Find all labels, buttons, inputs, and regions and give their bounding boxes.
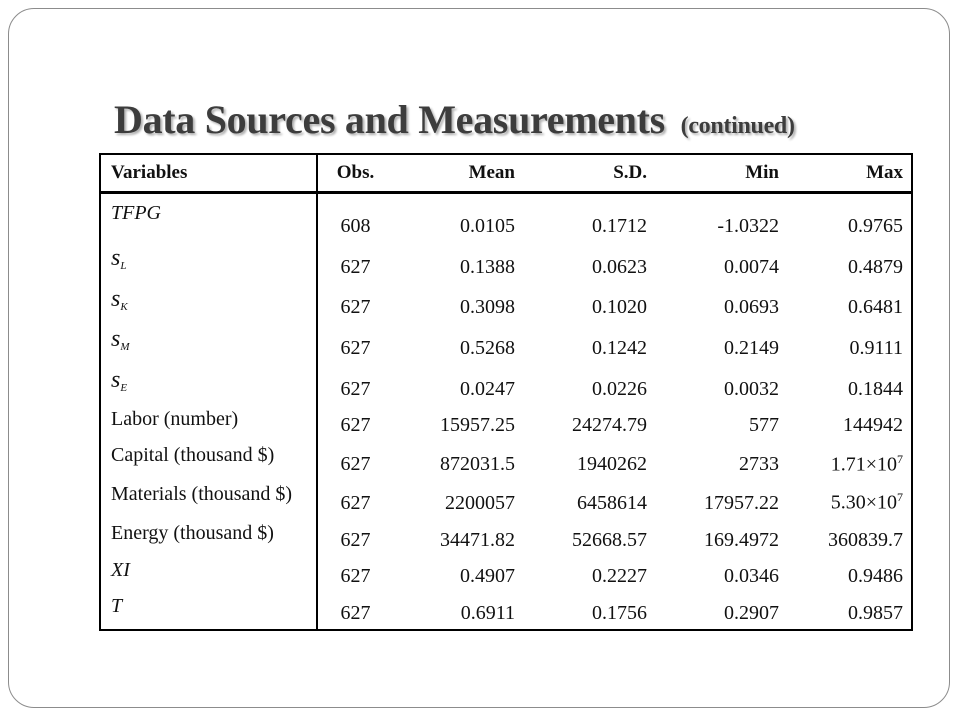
sd-value: 24274.79: [572, 414, 647, 437]
header-variables: Variables: [101, 155, 317, 193]
sd-value: 1940262: [577, 453, 647, 476]
variable-symbol: $s_K$: [111, 285, 128, 313]
header-min: Min: [657, 155, 789, 193]
obs-value: 627: [340, 492, 371, 515]
max-value: $1.71\times 10^7$: [830, 451, 903, 476]
table-row: [101, 405, 913, 442]
mean-value: 0.0105: [460, 215, 515, 237]
header-sd: S.D.: [525, 155, 657, 193]
header-max: Max: [789, 155, 913, 193]
obs-value: 627: [340, 255, 371, 278]
slide-title-main: Data Sources and Measurements: [114, 97, 665, 142]
obs-value: 627: [340, 565, 371, 588]
variable-name: TFPG: [101, 193, 317, 243]
min-value: 0.0032: [724, 377, 779, 400]
obs-value: 627: [340, 602, 371, 624]
sd-value: 0.1020: [592, 296, 647, 319]
mean-value: 0.1388: [460, 255, 515, 278]
table-row: [101, 480, 913, 519]
variable-name: [101, 364, 317, 405]
obs-value: 608: [340, 215, 371, 237]
mean-value: 0.3098: [460, 296, 515, 319]
header-obs: Obs.: [317, 155, 393, 193]
min-value: 577: [749, 414, 779, 437]
min-value: 0.2149: [724, 337, 779, 360]
mean-value: 0.6911: [460, 602, 515, 624]
mean-value: 872031.5: [440, 453, 515, 476]
variable-name: Labor (number): [101, 405, 317, 442]
slide-title: [114, 96, 795, 143]
mean-value: 2200057: [445, 492, 515, 515]
max-value: 0.9857: [848, 602, 903, 624]
mean-value: 15957.25: [440, 414, 515, 437]
min-value: 17957.22: [704, 492, 779, 515]
variable-name: [101, 283, 317, 324]
sd-value: 0.1756: [592, 602, 647, 624]
sd-value: 0.0226: [592, 377, 647, 400]
sd-value: 52668.57: [572, 528, 647, 551]
min-value: 0.0693: [724, 296, 779, 319]
variable-name: XI: [101, 556, 317, 593]
table-header-row: [101, 155, 913, 193]
variable-name: [101, 242, 317, 283]
slide-title-suffix: (continued): [680, 113, 795, 139]
statistics-table-grid: [101, 155, 913, 629]
obs-value: 627: [340, 453, 371, 476]
obs-value: 627: [340, 296, 371, 319]
obs-value: 627: [340, 528, 371, 551]
min-value: 169.4972: [704, 528, 779, 551]
mean-value: 0.4907: [460, 565, 515, 588]
table-row: [101, 193, 913, 243]
sd-value: 0.1712: [592, 215, 647, 237]
obs-value: 627: [340, 414, 371, 437]
max-value: 0.1844: [848, 377, 903, 400]
table-row: [101, 364, 913, 405]
mean-value: 0.0247: [460, 377, 515, 400]
sd-value: 0.1242: [592, 337, 647, 360]
max-value: 0.9765: [848, 215, 903, 237]
variable-symbol: $s_L$: [111, 245, 127, 272]
header-mean: Mean: [393, 155, 525, 193]
sd-value: 0.2227: [592, 565, 647, 588]
min-value: 0.0074: [724, 255, 779, 278]
sd-value: 0.0623: [592, 255, 647, 278]
obs-value: 627: [340, 377, 371, 400]
max-value: 0.9111: [849, 337, 903, 360]
max-value: 0.4879: [848, 255, 903, 278]
min-value: 0.2907: [724, 602, 779, 624]
mean-value: 0.5268: [460, 337, 515, 360]
max-value: $5.30\times 10^7$: [830, 490, 903, 515]
statistics-table: [99, 153, 913, 631]
max-value: 0.6481: [848, 296, 903, 319]
max-value: 0.9486: [848, 565, 903, 588]
table-row: [101, 519, 913, 556]
max-value: 360839.7: [828, 528, 903, 551]
table-row: [101, 556, 913, 593]
min-value: 2733: [739, 453, 779, 476]
variable-name: Capital (thousand $): [101, 441, 317, 480]
obs-value: 627: [340, 337, 371, 360]
variable-name: [101, 323, 317, 364]
variable-symbol: $s_E$: [111, 367, 128, 395]
variable-name: Energy (thousand $): [101, 519, 317, 556]
sd-value: 6458614: [577, 492, 647, 515]
variable-name: Materials (thousand $): [101, 480, 317, 519]
variable-symbol: $s_M$: [111, 326, 130, 354]
table-row: [101, 441, 913, 480]
min-value: -1.0322: [717, 215, 779, 237]
mean-value: 34471.82: [440, 528, 515, 551]
table-row: [101, 283, 913, 324]
table-row: [101, 592, 913, 629]
max-value: 144942: [843, 414, 903, 437]
table-row: [101, 323, 913, 364]
table-row: [101, 242, 913, 283]
variable-name: T: [101, 592, 317, 629]
min-value: 0.0346: [724, 565, 779, 588]
